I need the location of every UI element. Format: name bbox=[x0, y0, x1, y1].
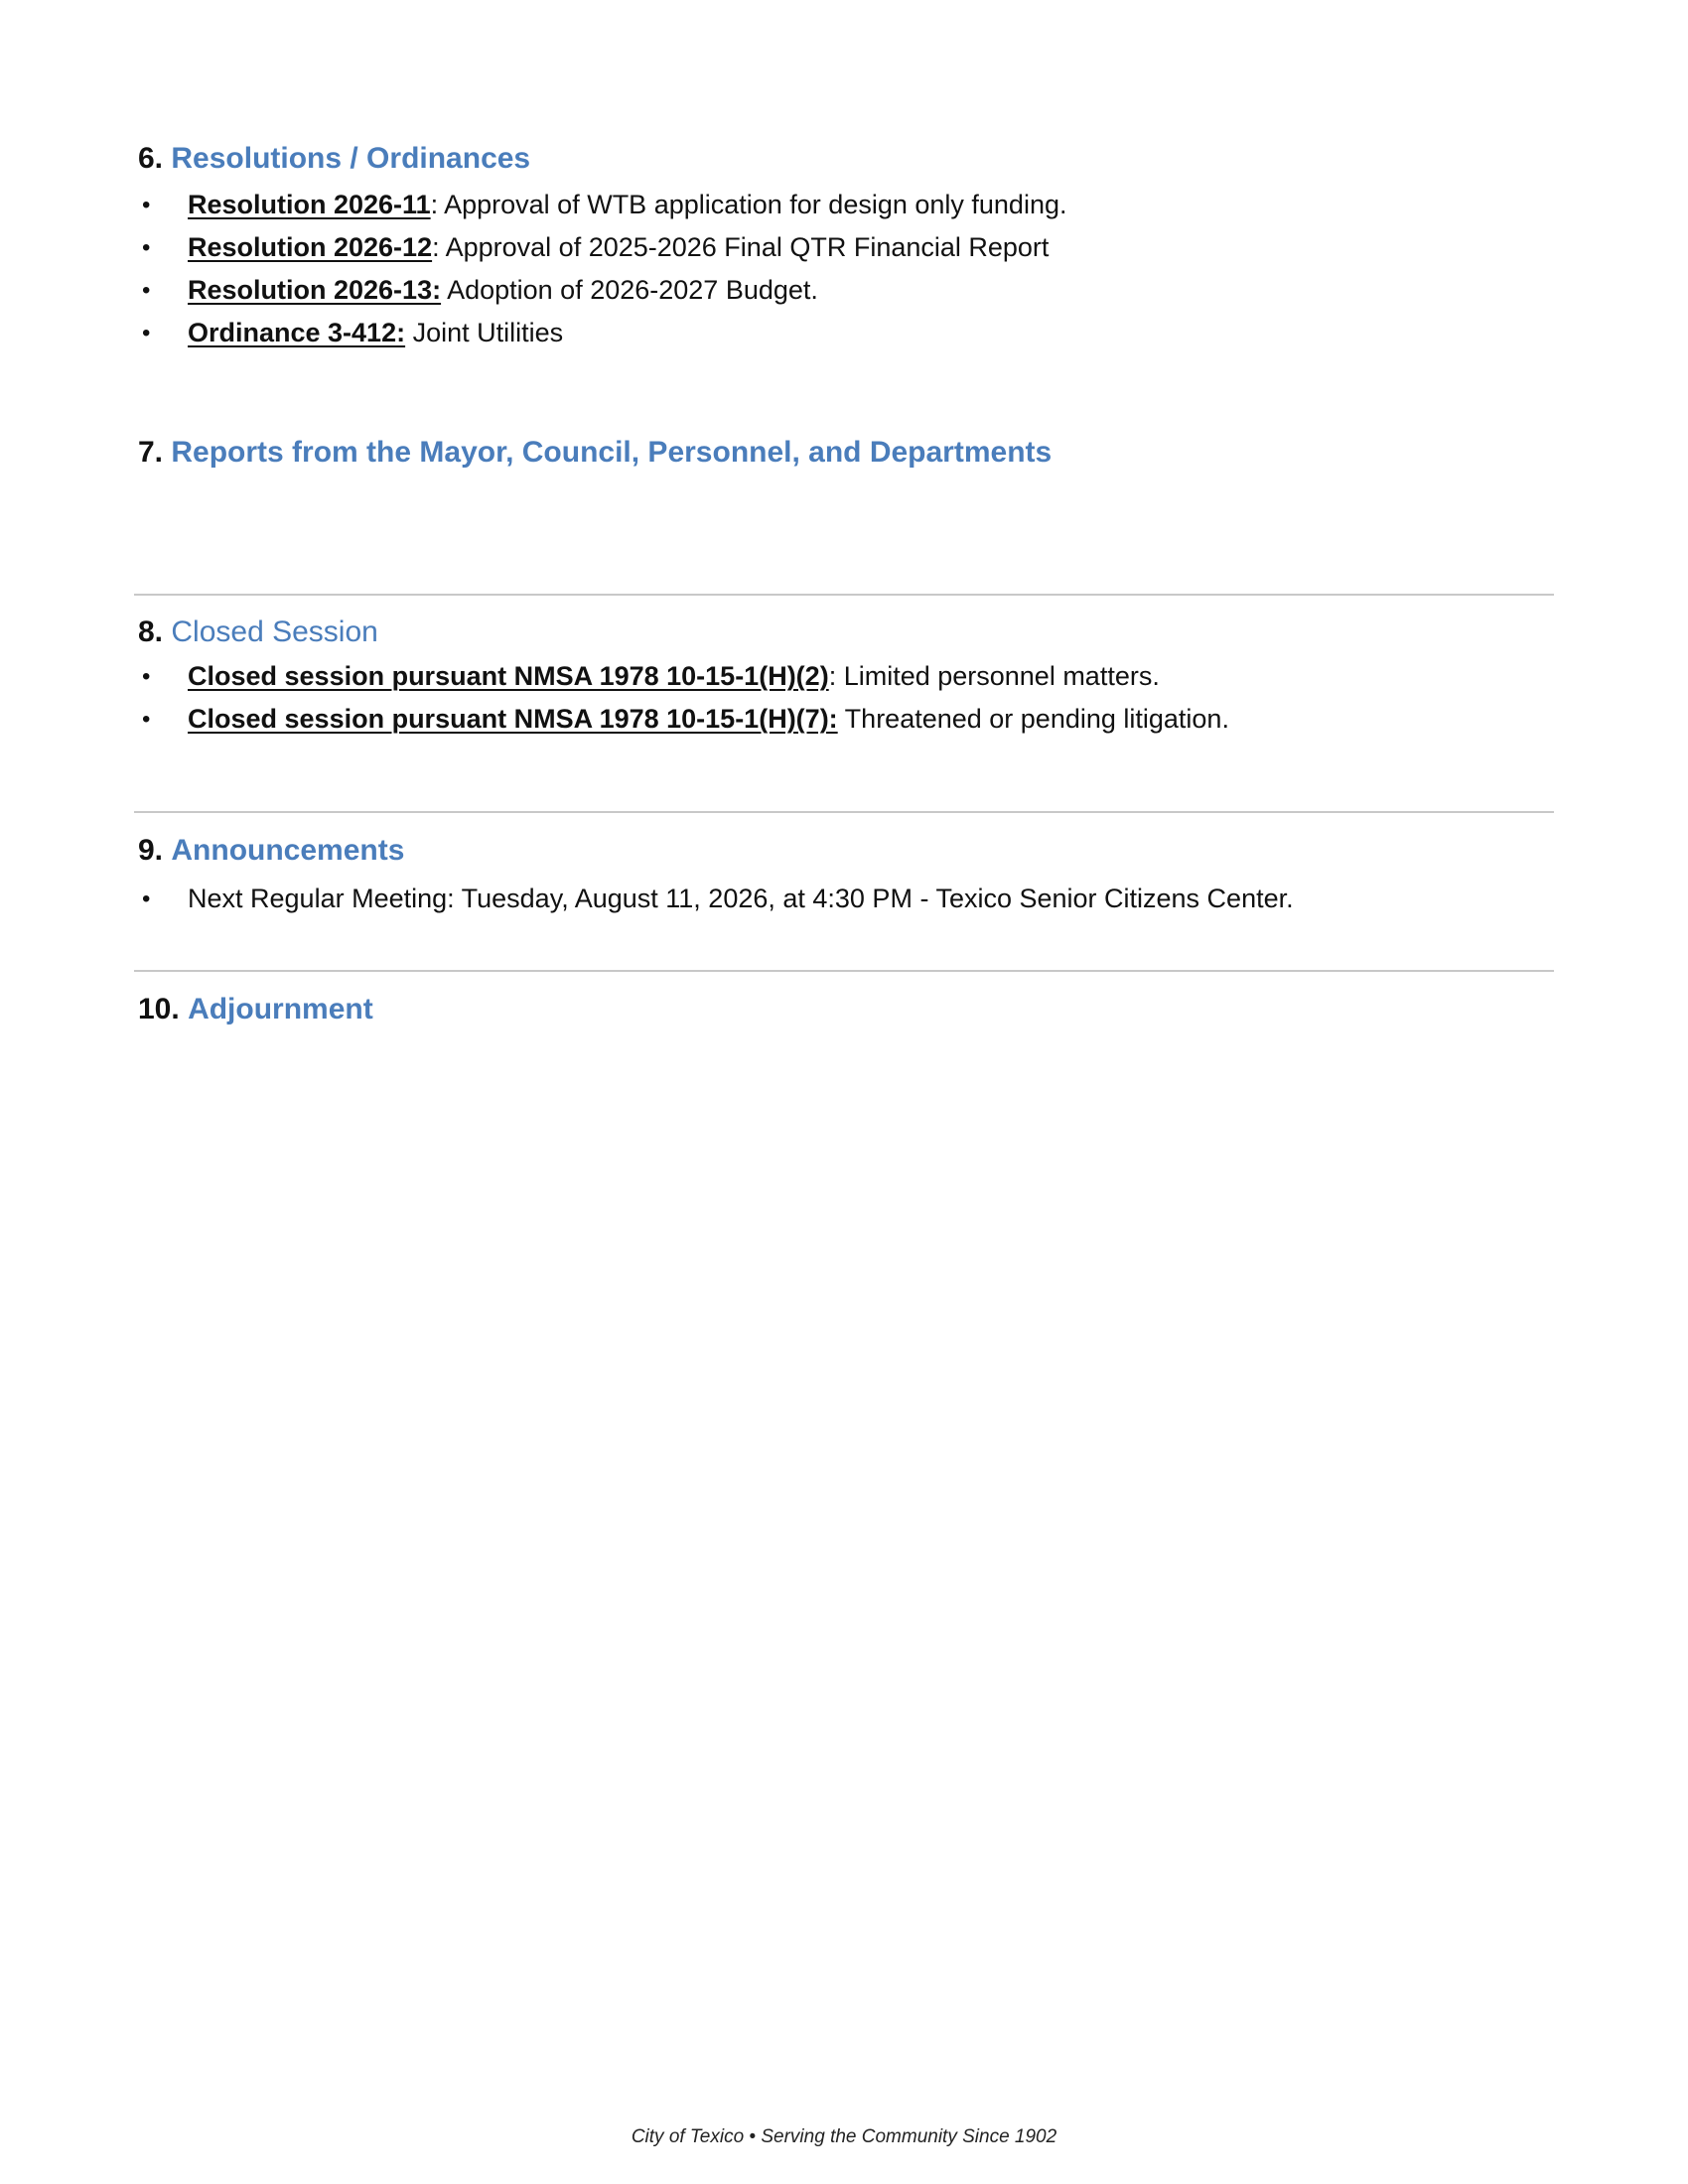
bullet-icon: • bbox=[142, 234, 151, 261]
list-item bbox=[138, 655, 1548, 698]
list-item bbox=[138, 312, 1548, 354]
section-adjournment bbox=[138, 991, 1548, 1028]
item-label: Closed session pursuant NMSA 1978 10-15-1(H)(7): bbox=[188, 704, 838, 734]
item-label: Resolution 2026-11 bbox=[188, 190, 431, 219]
item-text: : Approval of WTB application for design only funding. bbox=[430, 190, 1067, 219]
item-label: Closed session pursuant NMSA 1978 10-15-1(H)(2) bbox=[188, 661, 829, 691]
bullet-icon: • bbox=[142, 706, 151, 733]
item-label: Resolution 2026-12 bbox=[188, 232, 433, 262]
section-resolutions-ordinances bbox=[138, 140, 1548, 354]
bullet-icon: • bbox=[142, 192, 151, 218]
section-number: 6. bbox=[138, 142, 164, 175]
list-item bbox=[138, 878, 1548, 920]
item-text: Next Regular Meeting: Tuesday, August 11, 2026, at 4:30 PM - Texico Senior Citizens Center. bbox=[188, 884, 1294, 913]
list-item bbox=[138, 184, 1548, 226]
list-item bbox=[138, 269, 1548, 312]
section-title: Closed Session bbox=[171, 615, 378, 648]
item-list bbox=[138, 184, 1548, 354]
section-heading bbox=[138, 434, 1548, 472]
section-number: 9. bbox=[138, 834, 164, 867]
item-label: Resolution 2026-13: bbox=[188, 275, 442, 305]
divider bbox=[134, 811, 1554, 813]
section-number: 8. bbox=[138, 615, 164, 648]
section-title: Announcements bbox=[171, 834, 405, 867]
page-footer: City of Texico • Serving the Community Since 1902 bbox=[631, 2126, 1057, 2147]
section-number: 7. bbox=[138, 436, 164, 469]
item-text: Threatened or pending litigation. bbox=[837, 704, 1229, 734]
section-number: 10. bbox=[138, 993, 180, 1025]
divider bbox=[134, 594, 1554, 596]
divider bbox=[134, 970, 1554, 972]
item-text: : Approval of 2025-2026 Final QTR Financial Report bbox=[432, 232, 1050, 262]
section-closed-session bbox=[138, 614, 1548, 741]
item-list bbox=[138, 655, 1548, 741]
section-heading bbox=[138, 140, 1548, 178]
section-title: Reports from the Mayor, Council, Personnel, and Departments bbox=[171, 436, 1053, 469]
section-title: Adjournment bbox=[188, 993, 373, 1025]
section-title: Resolutions / Ordinances bbox=[171, 142, 531, 175]
item-label: Ordinance 3-412: bbox=[188, 318, 406, 347]
section-heading bbox=[138, 614, 1548, 651]
bullet-icon: • bbox=[142, 663, 151, 690]
list-item bbox=[138, 226, 1548, 269]
bullet-icon: • bbox=[142, 320, 151, 346]
section-heading bbox=[138, 991, 1548, 1028]
bullet-icon: • bbox=[142, 886, 151, 912]
item-text: Adoption of 2026-2027 Budget. bbox=[441, 275, 818, 305]
section-heading bbox=[138, 832, 1548, 870]
item-list bbox=[138, 878, 1548, 920]
item-text: : Limited personnel matters. bbox=[828, 661, 1160, 691]
bullet-icon: • bbox=[142, 277, 151, 304]
list-item bbox=[138, 698, 1548, 741]
section-announcements bbox=[138, 832, 1548, 920]
section-reports bbox=[138, 434, 1548, 472]
item-text: Joint Utilities bbox=[405, 318, 564, 347]
